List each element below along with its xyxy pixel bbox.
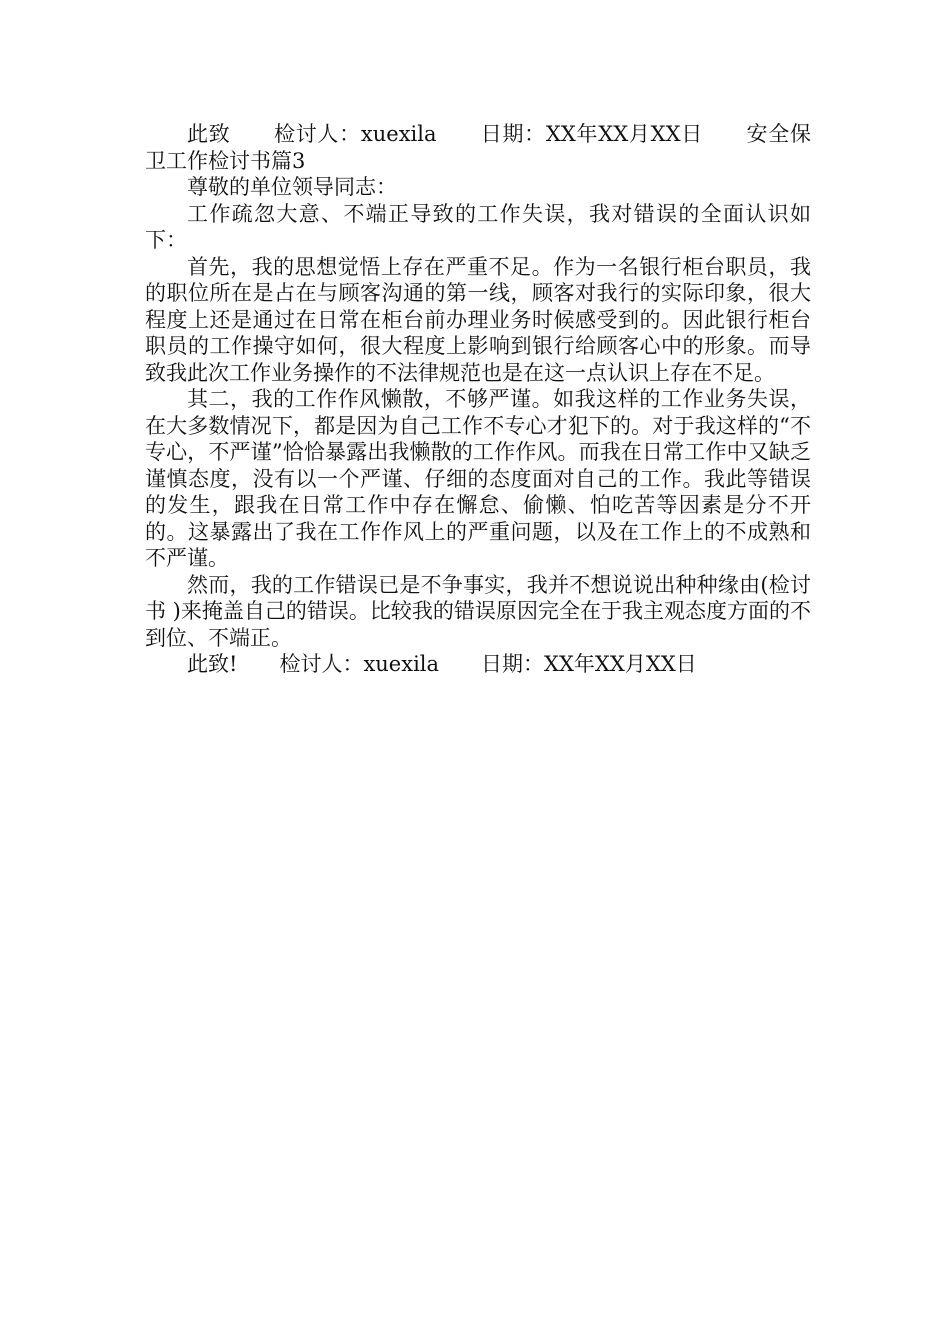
document-body [145,121,811,678]
second-point-paragraph: 其二，我的工作作风懒散，不够严谨。如我这样的工作业务失误，在大多数情况下，都是因为自己工作不专心才犯下的。对于我这样的“不专心，不严谨”恰恰暴露出我懒散的工作作风。而我在日常工作中又缺乏谨慎态度，没有以一个严谨、仔细的态度面对自己的工作。我此等错误的发生，跟我在日常工作中存在懈怠、偷懒、怕吃苦等因素是分不开的。这暴露出了我在工作作风上的严重问题，以及在工作上的不成熟和不严谨。 [145,387,811,570]
closing-and-next-title-paragraph: 此致 检讨人：xuexila 日期：XX年XX月XX日 安全保卫工作检讨书篇3 [145,122,811,173]
signature-paragraph: 此致! 检讨人：xuexila 日期：XX年XX月XX日 [187,652,697,676]
conclusion-paragraph: 然而，我的工作错误已是不争事实，我并不想说说出种种缘由(检讨书 )来掩盖自己的错误。比较我的错误原因完全在于我主观态度方面的不到位、不端正。 [145,572,811,650]
first-point-paragraph: 首先，我的思想觉悟上存在严重不足。作为一名银行柜台职员，我的职位所在是占在与顾客沟通的第一线，顾客对我行的实际印象，很大程度上还是通过在日常在柜台前办理业务时候感受到的。因此银行柜台职员的工作操守如何，很大程度上影响到银行给顾客心中的形象。而导致我此次工作业务操作的不法律规范也是在这一点认识上存在不足。 [145,254,811,385]
salutation-paragraph: 尊敬的单位领导同志： [187,175,397,199]
intro-paragraph: 工作疏忽大意、不端正导致的工作失误，我对错误的全面认识如下： [145,201,811,252]
